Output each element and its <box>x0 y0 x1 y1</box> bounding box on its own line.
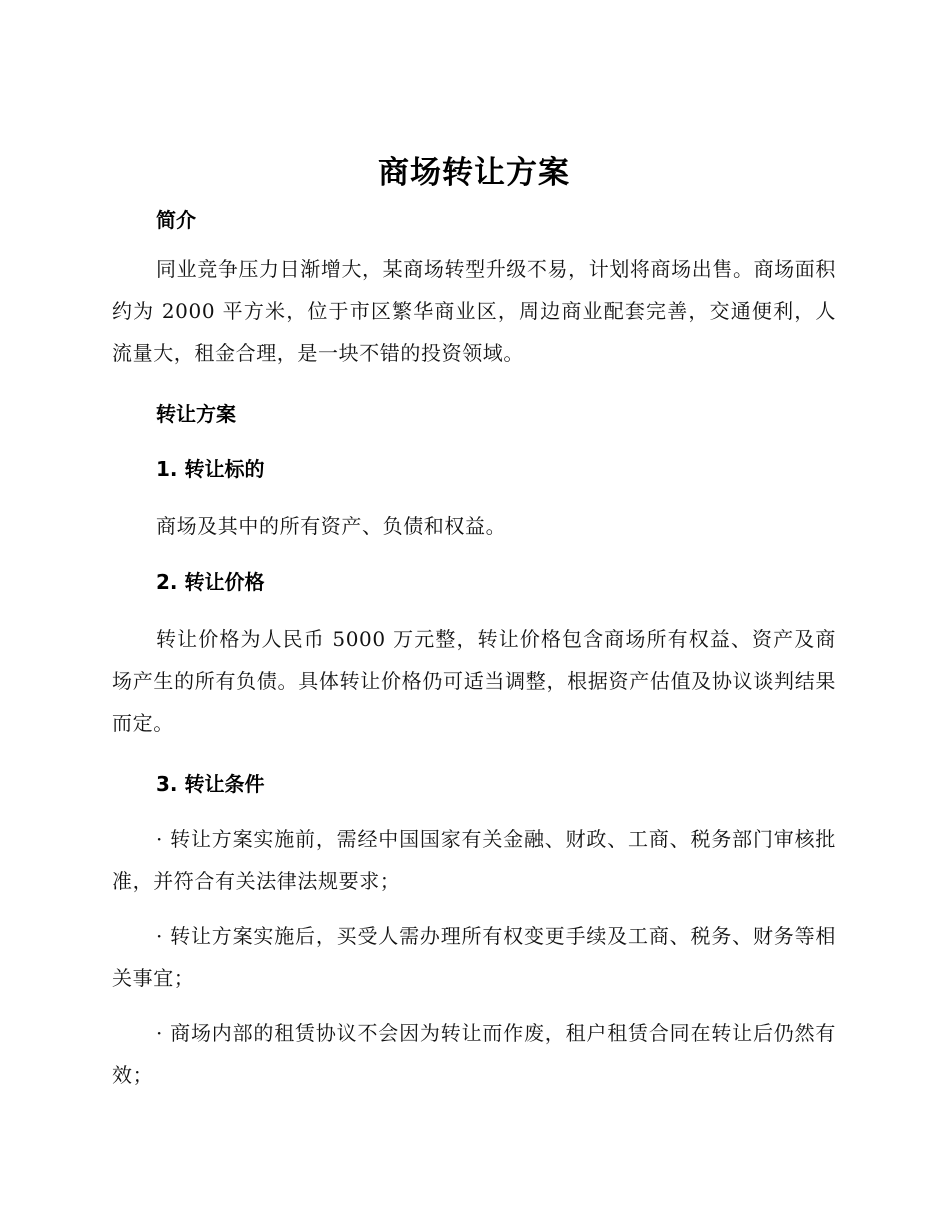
subsection-heading-price: 2. 转让价格 <box>156 570 265 594</box>
condition-item: · 转让方案实施前，需经中国国家有关金融、财政、工商、税务部门审核批准，并符合有关法律法规要求； <box>112 827 836 893</box>
subsection-heading-target: 1. 转让标的 <box>156 457 265 481</box>
document-title: 商场转让方案 <box>378 155 570 191</box>
condition-item: · 商场内部的租赁协议不会因为转让而作废，租户租赁合同在转让后仍然有效； <box>112 1021 836 1087</box>
price-paragraph: 转让价格为人民币 5000 万元整，转让价格包含商场所有权益、资产及商场产生的所有负债。具体转让价格仍可适当调整，根据资产估值及协议谈判结果而定。 <box>112 627 836 735</box>
section-heading-intro: 简介 <box>156 208 196 232</box>
section-heading-plan: 转让方案 <box>156 402 236 426</box>
subsection-heading-conditions: 3. 转让条件 <box>156 772 265 796</box>
target-paragraph: 商场及其中的所有资产、负债和权益。 <box>156 514 507 538</box>
condition-item: · 转让方案实施后，买受人需办理所有权变更手续及工商、税务、财务等相关事宜； <box>112 924 836 990</box>
intro-paragraph: 同业竞争压力日渐增大，某商场转型升级不易，计划将商场出售。商场面积约为 2000 平方米，位于市区繁华商业区，周边商业配套完善，交通便利，人流量大，租金合理，是一块不错的投资领域。 <box>112 257 836 365</box>
document-body <box>112 150 836 1096</box>
